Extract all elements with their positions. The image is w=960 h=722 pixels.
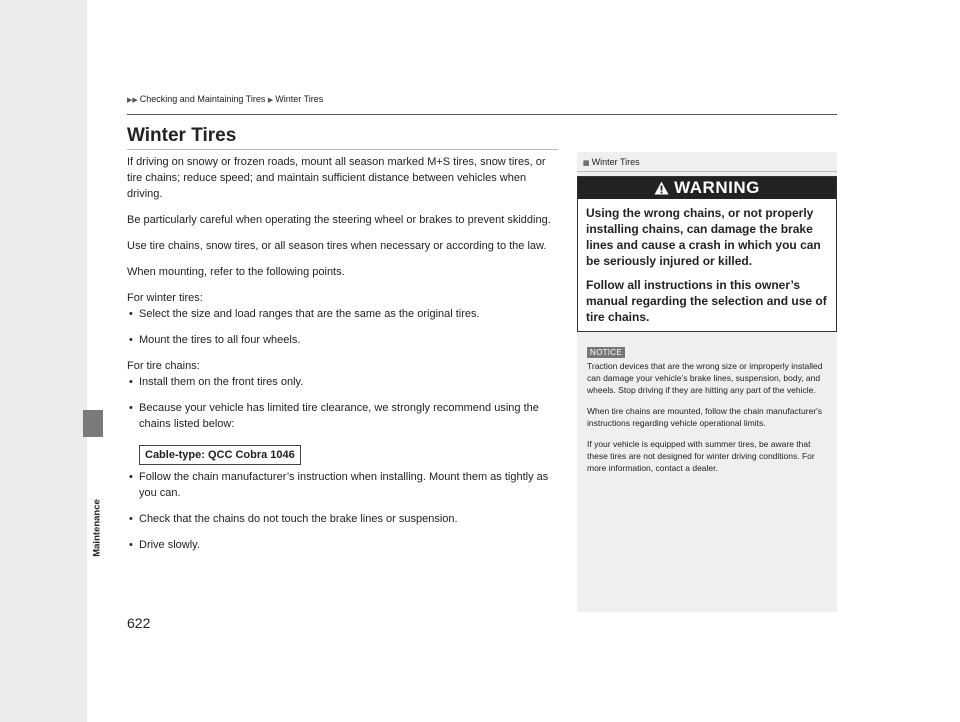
list-item: • Mount the tires to all four wheels.	[127, 332, 559, 348]
breadcrumb	[127, 94, 323, 104]
list-item: • Drive slowly.	[127, 537, 559, 553]
reference-mark-icon: ▦	[583, 160, 590, 167]
warning-body	[578, 199, 836, 325]
list-item: • Follow the chain manufacturer’s instruction when installing. Mount them as tightly as you can.	[127, 469, 559, 501]
warning-box	[577, 176, 837, 332]
breadcrumb-arrow-icon: ▶▶	[127, 97, 138, 104]
section-label	[89, 488, 105, 568]
list-item: • Check that the chains do not touch the brake lines or suspension.	[127, 511, 559, 527]
breadcrumb-item[interactable]: Checking and Maintaining Tires	[139, 94, 266, 104]
list-item: • Install them on the front tires only.	[127, 374, 559, 390]
section-side-tab	[0, 0, 87, 722]
list-item: • Because your vehicle has limited tire clearance, we strongly recommend using the chains listed below:	[127, 400, 559, 432]
paragraph: Be particularly careful when operating the steering wheel or brakes to prevent skidding.	[127, 214, 551, 226]
cable-type-box: Cable-type: QCC Cobra 1046	[139, 445, 301, 465]
side-panel-title: Winter Tires	[591, 157, 640, 167]
page-title: Winter Tires	[127, 125, 237, 146]
title-divider	[127, 149, 558, 150]
section-label-text: Maintenance	[91, 499, 103, 557]
notice-paragraph: Traction devices that are the wrong size or improperly installed can damage your vehicle’s brake lines, suspension, body, and wheels. Stop driving if they are hitting any part of the vehicle.	[587, 361, 823, 395]
breadcrumb-item[interactable]: Winter Tires	[275, 94, 324, 104]
tire-chains-heading: For tire chains:	[127, 360, 200, 372]
side-panel-header	[583, 157, 640, 167]
notice-badge: NOTICE	[587, 347, 625, 358]
notice-paragraph: When tire chains are mounted, follow the chain manufacturer's instructions regarding vehicle operational limits.	[587, 406, 823, 428]
list-item: • Select the size and load ranges that are the same as the original tires.	[127, 306, 559, 322]
warning-paragraph: Using the wrong chains, or not properly installing chains, can damage the brake lines and cause a crash in which you can be seriously injured or killed.	[586, 206, 821, 268]
header-divider	[127, 114, 837, 115]
breadcrumb-arrow-icon: ▶	[267, 97, 274, 104]
section-tab-marker	[83, 410, 103, 437]
warning-triangle-icon	[654, 181, 669, 195]
page-number: 622	[127, 615, 151, 631]
side-panel	[577, 152, 837, 612]
notice-text	[587, 360, 831, 483]
winter-tires-heading: For winter tires:	[127, 292, 203, 304]
main-content	[127, 154, 559, 563]
warning-title: WARNING	[674, 178, 760, 197]
notice-paragraph: If your vehicle is equipped with summer tires, be aware that these tires are not designed for winter driving conditions. For more information, contact a dealer.	[587, 439, 815, 473]
paragraph: When mounting, refer to the following points.	[127, 266, 345, 278]
paragraph: Use tire chains, snow tires, or all season tires when necessary or according to the law.	[127, 240, 547, 252]
warning-header	[578, 177, 836, 199]
paragraph: If driving on snowy or frozen roads, mount all season marked M+S tires, snow tires, or tire chains; reduce speed; and maintain sufficient distance between vehicles when driving.	[127, 156, 546, 200]
side-panel-divider	[577, 171, 837, 172]
warning-paragraph: Follow all instructions in this owner’s manual regarding the selection and use of tire chains.	[586, 278, 827, 324]
